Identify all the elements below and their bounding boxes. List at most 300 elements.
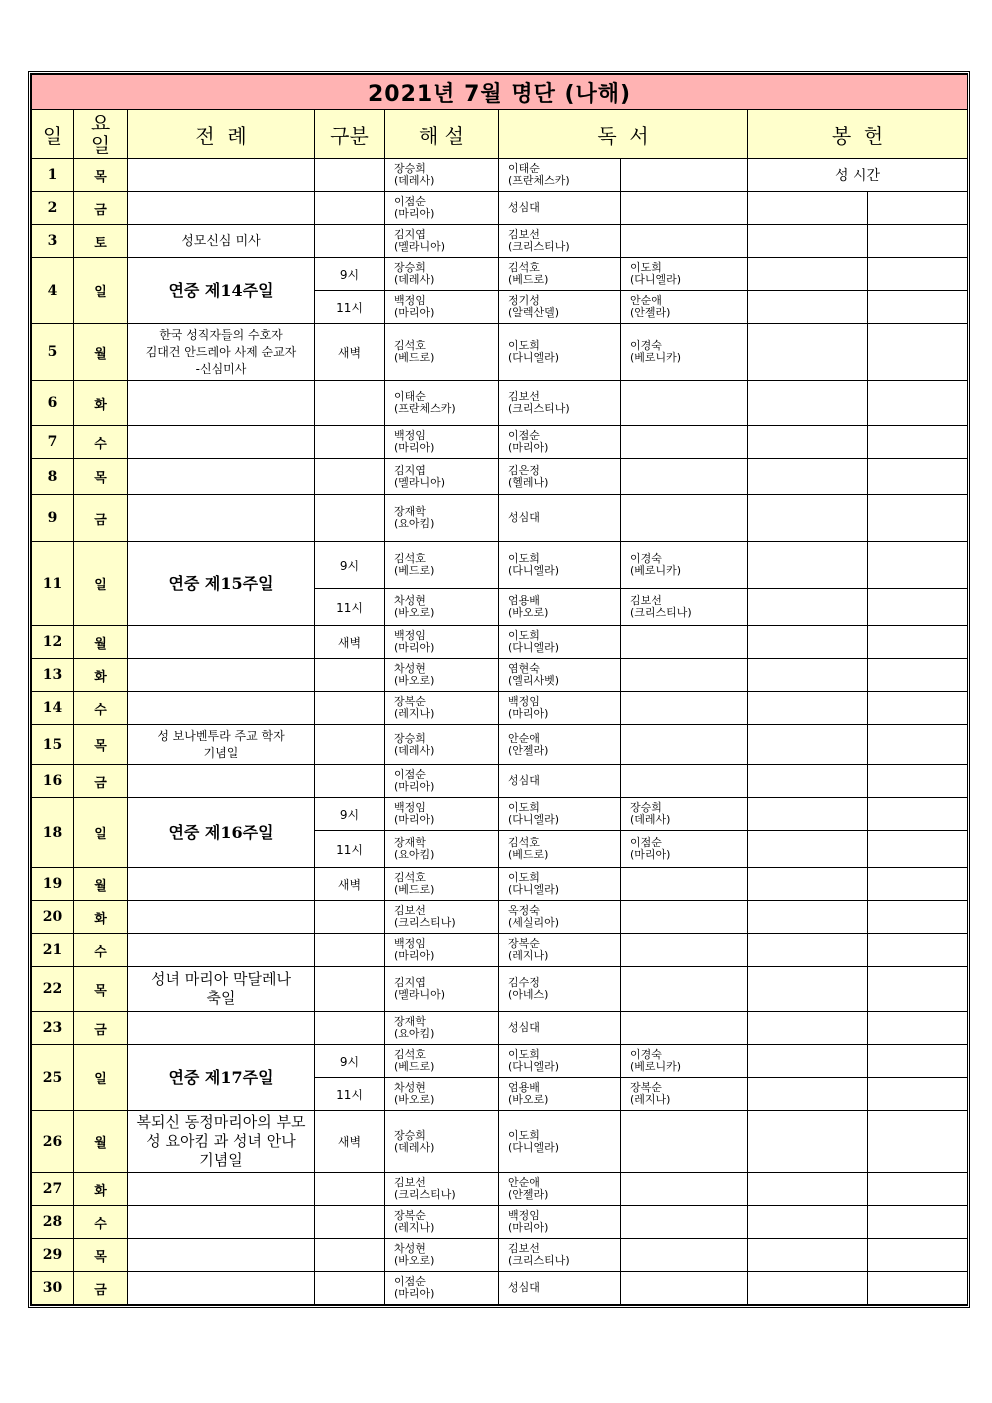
reader-2-cell: 이점순 (마리아) (621, 831, 748, 868)
table-row (32, 798, 968, 831)
header-commentary: 해 설 (385, 110, 499, 159)
liturgy-cell (128, 459, 315, 495)
table-row (32, 159, 968, 192)
reader-1-cell: 엄용배 (바오로) (499, 1078, 621, 1111)
liturgy-cell (128, 192, 315, 225)
commentator-cell: 장재학 (요아킴) (385, 495, 499, 542)
offering-cell (868, 225, 968, 258)
session-cell: 9시 (315, 542, 385, 589)
offering-cell (748, 1206, 868, 1239)
liturgy-cell (128, 159, 315, 192)
weekday-cell: 일 (74, 542, 128, 626)
commentator-cell: 김지엽 (멜라니아) (385, 459, 499, 495)
reader-1-cell: 김수정 (아네스) (499, 967, 621, 1012)
weekday-cell: 화 (74, 381, 128, 426)
reader-2-cell (621, 192, 748, 225)
day-number-cell: 5 (32, 324, 74, 381)
liturgy-cell: 성녀 마리아 막달레나 축일 (128, 967, 315, 1012)
offering-cell: 성 시간 (748, 159, 968, 192)
offering-cell (868, 381, 968, 426)
offering-cell (748, 868, 868, 901)
commentator-cell: 김석호 (베드로) (385, 1045, 499, 1078)
day-number-cell: 27 (32, 1173, 74, 1206)
offering-cell (868, 901, 968, 934)
reader-2-cell (621, 626, 748, 659)
reader-2-cell: 이경숙 (베로니카) (621, 324, 748, 381)
reader-2-cell (621, 159, 748, 192)
table-row (32, 725, 968, 765)
day-number-cell: 25 (32, 1045, 74, 1111)
day-number-cell: 2 (32, 192, 74, 225)
commentator-cell: 장승희 (데레사) (385, 159, 499, 192)
commentator-cell: 차성현 (바오로) (385, 1239, 499, 1272)
offering-cell (748, 798, 868, 831)
reader-2-cell (621, 459, 748, 495)
reader-1-cell: 이도희 (다니엘라) (499, 868, 621, 901)
table-row (32, 426, 968, 459)
session-cell (315, 1173, 385, 1206)
header-liturgy: 전 례 (128, 110, 315, 159)
liturgy-cell (128, 934, 315, 967)
table-row (32, 258, 968, 291)
reader-2-cell (621, 495, 748, 542)
commentator-cell: 장복순 (레지나) (385, 692, 499, 725)
weekday-cell: 금 (74, 495, 128, 542)
weekday-cell: 금 (74, 1272, 128, 1305)
day-number-cell: 7 (32, 426, 74, 459)
offering-cell (868, 589, 968, 626)
offering-cell (748, 495, 868, 542)
offering-cell (868, 495, 968, 542)
reader-1-cell: 장복순 (레지나) (499, 934, 621, 967)
reader-2-cell: 김보선 (크리스티나) (621, 589, 748, 626)
session-cell: 11시 (315, 589, 385, 626)
session-cell (315, 381, 385, 426)
liturgy-cell (128, 1206, 315, 1239)
offering-cell (748, 258, 868, 291)
reader-1-cell: 성심대 (499, 192, 621, 225)
day-number-cell: 8 (32, 459, 74, 495)
reader-1-cell: 성심대 (499, 1272, 621, 1305)
reader-1-cell: 염현숙 (엘리사벳) (499, 659, 621, 692)
day-number-cell: 20 (32, 901, 74, 934)
session-cell (315, 1239, 385, 1272)
offering-cell (748, 831, 868, 868)
offering-cell (748, 967, 868, 1012)
offering-cell (748, 1111, 868, 1173)
roster-table (31, 74, 968, 1305)
day-number-cell: 22 (32, 967, 74, 1012)
reader-1-cell: 성심대 (499, 765, 621, 798)
offering-cell (748, 459, 868, 495)
day-number-cell: 18 (32, 798, 74, 868)
offering-cell (748, 1239, 868, 1272)
table-row (32, 934, 968, 967)
liturgy-cell (128, 381, 315, 426)
offering-cell (748, 1173, 868, 1206)
reader-2-cell (621, 1239, 748, 1272)
commentator-cell: 장재학 (요아킴) (385, 831, 499, 868)
commentator-cell: 김지엽 (멜라니아) (385, 225, 499, 258)
session-cell: 9시 (315, 258, 385, 291)
session-cell (315, 459, 385, 495)
offering-cell (868, 258, 968, 291)
weekday-cell: 수 (74, 934, 128, 967)
commentator-cell: 백정임 (마리아) (385, 426, 499, 459)
reader-2-cell (621, 725, 748, 765)
reader-2-cell: 장복순 (레지나) (621, 1078, 748, 1111)
day-number-cell: 26 (32, 1111, 74, 1173)
table-row (32, 1111, 968, 1173)
commentator-cell: 이태순 (프란체스카) (385, 381, 499, 426)
liturgy-cell (128, 901, 315, 934)
commentator-cell: 김석호 (베드로) (385, 324, 499, 381)
reader-1-cell: 김보선 (크리스티나) (499, 1239, 621, 1272)
weekday-cell: 목 (74, 159, 128, 192)
offering-cell (868, 459, 968, 495)
commentator-cell: 이점순 (마리아) (385, 765, 499, 798)
session-cell (315, 659, 385, 692)
weekday-cell: 월 (74, 626, 128, 659)
commentator-cell: 백정임 (마리아) (385, 626, 499, 659)
day-number-cell: 28 (32, 1206, 74, 1239)
liturgy-cell (128, 626, 315, 659)
offering-cell (748, 1272, 868, 1305)
offering-cell (868, 798, 968, 831)
session-cell: 9시 (315, 798, 385, 831)
offering-cell (868, 426, 968, 459)
table-row (32, 1239, 968, 1272)
commentator-cell: 차성현 (바오로) (385, 659, 499, 692)
day-number-cell: 4 (32, 258, 74, 324)
commentator-cell: 김석호 (베드로) (385, 542, 499, 589)
weekday-cell: 목 (74, 1239, 128, 1272)
reader-2-cell: 이도희 (다니엘라) (621, 258, 748, 291)
liturgy-cell (128, 495, 315, 542)
day-number-cell: 9 (32, 495, 74, 542)
session-cell: 새벽 (315, 868, 385, 901)
day-number-cell: 1 (32, 159, 74, 192)
offering-cell (868, 725, 968, 765)
reader-2-cell: 장승희 (데레사) (621, 798, 748, 831)
session-cell (315, 426, 385, 459)
weekday-cell: 월 (74, 324, 128, 381)
reader-1-cell: 백정임 (마리아) (499, 1206, 621, 1239)
offering-cell (868, 1239, 968, 1272)
table-row (32, 225, 968, 258)
weekday-cell: 수 (74, 692, 128, 725)
weekday-cell: 월 (74, 868, 128, 901)
session-cell (315, 934, 385, 967)
session-cell (315, 495, 385, 542)
reader-2-cell: 안순애 (안젤라) (621, 291, 748, 324)
weekday-cell: 일 (74, 798, 128, 868)
offering-cell (748, 225, 868, 258)
reader-2-cell (621, 381, 748, 426)
session-cell (315, 1012, 385, 1045)
offering-cell (748, 1078, 868, 1111)
reader-1-cell: 옥정숙 (세실리아) (499, 901, 621, 934)
commentator-cell: 백정임 (마리아) (385, 291, 499, 324)
reader-1-cell: 이도희 (다니엘라) (499, 542, 621, 589)
offering-cell (748, 381, 868, 426)
day-number-cell: 14 (32, 692, 74, 725)
offering-cell (868, 1272, 968, 1305)
day-number-cell: 6 (32, 381, 74, 426)
reader-2-cell (621, 967, 748, 1012)
weekday-cell: 화 (74, 901, 128, 934)
offering-cell (868, 765, 968, 798)
commentator-cell: 백정임 (마리아) (385, 798, 499, 831)
commentator-cell: 김지엽 (멜라니아) (385, 967, 499, 1012)
table-row (32, 542, 968, 589)
offering-cell (748, 1012, 868, 1045)
offering-cell (748, 934, 868, 967)
header-row (32, 110, 968, 159)
session-cell: 11시 (315, 1078, 385, 1111)
session-cell: 새벽 (315, 626, 385, 659)
table-row (32, 659, 968, 692)
liturgy-cell (128, 868, 315, 901)
reader-1-cell: 이점순 (마리아) (499, 426, 621, 459)
offering-cell (748, 192, 868, 225)
offering-cell (868, 1206, 968, 1239)
reader-2-cell (621, 868, 748, 901)
table-row (32, 692, 968, 725)
header-weekday: 요 일 (74, 110, 128, 159)
session-cell (315, 1206, 385, 1239)
table-row (32, 1173, 968, 1206)
weekday-cell: 화 (74, 1173, 128, 1206)
reader-2-cell (621, 1012, 748, 1045)
reader-1-cell: 안순애 (안젤라) (499, 725, 621, 765)
session-cell: 11시 (315, 291, 385, 324)
offering-cell (748, 324, 868, 381)
session-cell: 새벽 (315, 324, 385, 381)
offering-cell (748, 542, 868, 589)
session-cell: 11시 (315, 831, 385, 868)
commentator-cell: 장승희 (데레사) (385, 258, 499, 291)
weekday-cell: 수 (74, 426, 128, 459)
reader-2-cell (621, 934, 748, 967)
session-cell: 새벽 (315, 1111, 385, 1173)
table-row (32, 324, 968, 381)
reader-2-cell (621, 1206, 748, 1239)
offering-cell (748, 692, 868, 725)
weekday-cell: 토 (74, 225, 128, 258)
offering-cell (748, 291, 868, 324)
offering-cell (868, 659, 968, 692)
session-cell (315, 159, 385, 192)
reader-1-cell: 이도희 (다니엘라) (499, 1045, 621, 1078)
session-cell (315, 901, 385, 934)
offering-cell (748, 426, 868, 459)
offering-cell (868, 542, 968, 589)
roster-sheet (28, 71, 970, 1308)
commentator-cell: 김보선 (크리스티나) (385, 901, 499, 934)
commentator-cell: 장재학 (요아킴) (385, 1012, 499, 1045)
offering-cell (748, 626, 868, 659)
weekday-cell: 목 (74, 725, 128, 765)
commentator-cell: 장승희 (데레사) (385, 725, 499, 765)
liturgy-cell (128, 1272, 315, 1305)
liturgy-cell: 복되신 동정마리아의 부모 성 요아킴 과 성녀 안나 기념일 (128, 1111, 315, 1173)
reader-2-cell (621, 659, 748, 692)
liturgy-cell (128, 659, 315, 692)
weekday-cell: 목 (74, 967, 128, 1012)
offering-cell (748, 765, 868, 798)
reader-1-cell: 김석호 (베드로) (499, 258, 621, 291)
offering-cell (868, 1173, 968, 1206)
liturgy-cell (128, 765, 315, 798)
day-number-cell: 11 (32, 542, 74, 626)
offering-cell (868, 324, 968, 381)
weekday-cell: 금 (74, 765, 128, 798)
header-offering: 봉 헌 (748, 110, 968, 159)
session-cell (315, 725, 385, 765)
day-number-cell: 30 (32, 1272, 74, 1305)
reader-1-cell: 성심대 (499, 1012, 621, 1045)
reader-1-cell: 안순애 (안젤라) (499, 1173, 621, 1206)
reader-2-cell (621, 901, 748, 934)
offering-cell (868, 1012, 968, 1045)
liturgy-cell: 연중 제15주일 (128, 542, 315, 626)
reader-2-cell (621, 426, 748, 459)
offering-cell (748, 659, 868, 692)
table-row (32, 626, 968, 659)
session-cell (315, 967, 385, 1012)
reader-2-cell: 이경숙 (베로니카) (621, 1045, 748, 1078)
commentator-cell: 이점순 (마리아) (385, 192, 499, 225)
weekday-cell: 일 (74, 258, 128, 324)
table-row (32, 967, 968, 1012)
weekday-cell: 목 (74, 459, 128, 495)
weekday-cell: 금 (74, 192, 128, 225)
page-title: 2021년 7월 명단 (나해) (32, 75, 968, 110)
commentator-cell: 김석호 (베드로) (385, 868, 499, 901)
liturgy-cell (128, 426, 315, 459)
reader-1-cell: 엄용배 (바오로) (499, 589, 621, 626)
table-row (32, 765, 968, 798)
reader-1-cell: 이도희 (다니엘라) (499, 626, 621, 659)
reader-1-cell: 백정임 (마리아) (499, 692, 621, 725)
reader-1-cell: 김보선 (크리스티나) (499, 381, 621, 426)
reader-2-cell (621, 692, 748, 725)
liturgy-cell: 성 보나벤투라 주교 학자 기념일 (128, 725, 315, 765)
day-number-cell: 15 (32, 725, 74, 765)
offering-cell (748, 725, 868, 765)
reader-1-cell: 이도희 (다니엘라) (499, 798, 621, 831)
reader-1-cell: 김석호 (베드로) (499, 831, 621, 868)
weekday-cell: 화 (74, 659, 128, 692)
table-row (32, 901, 968, 934)
reader-1-cell: 김보선 (크리스티나) (499, 225, 621, 258)
reader-2-cell (621, 1272, 748, 1305)
weekday-cell: 월 (74, 1111, 128, 1173)
table-row (32, 459, 968, 495)
offering-cell (868, 626, 968, 659)
liturgy-cell: 연중 제14주일 (128, 258, 315, 324)
header-session: 구분 (315, 110, 385, 159)
reader-1-cell: 이도희 (다니엘라) (499, 324, 621, 381)
reader-2-cell (621, 225, 748, 258)
offering-cell (868, 1045, 968, 1078)
commentator-cell: 장복순 (레지나) (385, 1206, 499, 1239)
liturgy-cell (128, 1239, 315, 1272)
liturgy-cell: 연중 제17주일 (128, 1045, 315, 1111)
liturgy-cell (128, 692, 315, 725)
reader-2-cell (621, 1111, 748, 1173)
day-number-cell: 16 (32, 765, 74, 798)
offering-cell (748, 589, 868, 626)
day-number-cell: 29 (32, 1239, 74, 1272)
session-cell: 9시 (315, 1045, 385, 1078)
offering-cell (748, 901, 868, 934)
reader-2-cell (621, 1173, 748, 1206)
liturgy-cell: 성모신심 미사 (128, 225, 315, 258)
offering-cell (868, 831, 968, 868)
table-row (32, 1272, 968, 1305)
header-reading: 독 서 (499, 110, 748, 159)
session-cell (315, 692, 385, 725)
offering-cell (868, 192, 968, 225)
reader-1-cell: 정기성 (알렉산델) (499, 291, 621, 324)
table-row (32, 1206, 968, 1239)
offering-cell (868, 692, 968, 725)
commentator-cell: 차성현 (바오로) (385, 1078, 499, 1111)
reader-2-cell (621, 765, 748, 798)
table-row (32, 381, 968, 426)
commentator-cell: 장승희 (데레사) (385, 1111, 499, 1173)
liturgy-cell: 연중 제16주일 (128, 798, 315, 868)
liturgy-cell: 한국 성직자들의 수호자 김대건 안드레아 사제 순교자 -신심미사 (128, 324, 315, 381)
commentator-cell: 김보선 (크리스티나) (385, 1173, 499, 1206)
day-number-cell: 21 (32, 934, 74, 967)
reader-2-cell: 이경숙 (베로니카) (621, 542, 748, 589)
table-row (32, 868, 968, 901)
commentator-cell: 이점순 (마리아) (385, 1272, 499, 1305)
header-day: 일 (32, 110, 74, 159)
reader-1-cell: 이태순 (프란체스카) (499, 159, 621, 192)
offering-cell (868, 967, 968, 1012)
commentator-cell: 차성현 (바오로) (385, 589, 499, 626)
reader-1-cell: 이도희 (다니엘라) (499, 1111, 621, 1173)
table-row (32, 495, 968, 542)
weekday-cell: 수 (74, 1206, 128, 1239)
weekday-cell: 일 (74, 1045, 128, 1111)
reader-1-cell: 성심대 (499, 495, 621, 542)
table-row (32, 1012, 968, 1045)
weekday-cell: 금 (74, 1012, 128, 1045)
offering-cell (868, 291, 968, 324)
day-number-cell: 12 (32, 626, 74, 659)
offering-cell (868, 934, 968, 967)
session-cell (315, 1272, 385, 1305)
session-cell (315, 225, 385, 258)
liturgy-cell (128, 1173, 315, 1206)
reader-1-cell: 김은정 (헬레나) (499, 459, 621, 495)
commentator-cell: 백정임 (마리아) (385, 934, 499, 967)
session-cell (315, 765, 385, 798)
day-number-cell: 13 (32, 659, 74, 692)
day-number-cell: 23 (32, 1012, 74, 1045)
offering-cell (748, 1045, 868, 1078)
offering-cell (868, 1078, 968, 1111)
liturgy-cell (128, 1012, 315, 1045)
table-row (32, 1045, 968, 1078)
day-number-cell: 3 (32, 225, 74, 258)
session-cell (315, 192, 385, 225)
